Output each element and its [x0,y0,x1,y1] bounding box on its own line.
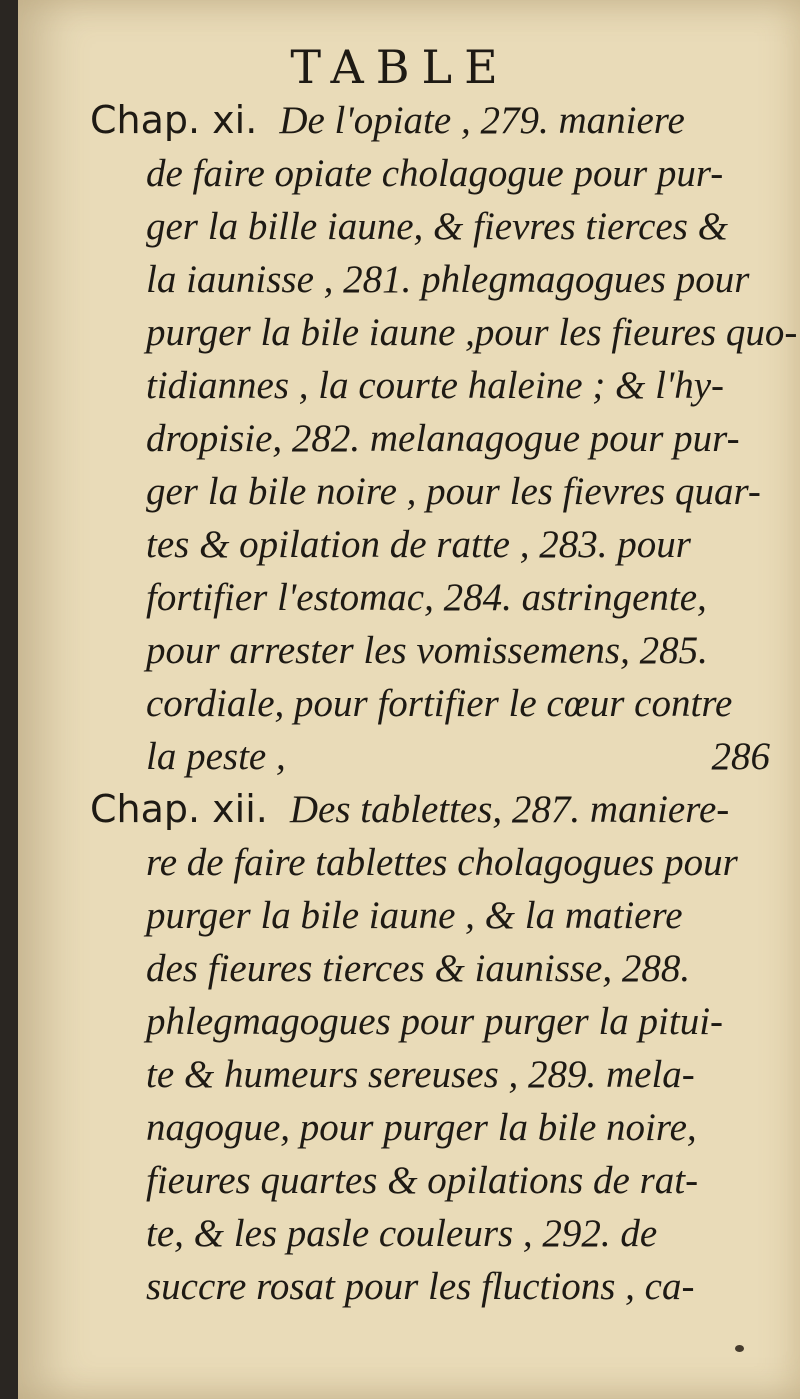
chapter-xi-line-4: la iaunisse , 281. phlegmagogues pour [146,258,750,301]
chapter-xii-line-10: succre rosat pour les fluctions , ca- [146,1265,695,1308]
chapter-xi-line-2: de faire opiate cholagogue pour pur- [146,152,724,195]
chapter-xi-line-3: ger la bille iaune, & fievres tierces & [146,205,728,248]
chapter-xii-line-5: phlegmagogues pour purger la pitui- [146,1000,724,1043]
chapter-xii-heading: Chap. xii. [90,787,268,831]
chapter-xii-line-2: re de faire tablettes cholagogues pour [146,841,738,884]
chapter-xii-line-9: te, & les pasle couleurs , 292. de [146,1212,658,1255]
chapter-xi-line-10: fortifier l'estomac, 284. astringente, [146,576,707,619]
chapter-xi-line-1: Chap. xi. De l'opiate , 279. maniere [90,98,685,142]
page-number: 286 [711,735,770,778]
chapter-xii-line-3: purger la bile iaune , & la matiere [146,894,683,937]
chapter-xii-line-4: des fieures tierces & iaunisse, 288. [146,947,691,990]
chapter-xi-line-9: tes & opilation de ratte , 283. pour [146,523,691,566]
ink-spot [735,1345,744,1352]
chapter-xii-line-6: te & humeurs sereuses , 289. mela- [146,1053,695,1096]
chapter-xi-line-8: ger la bile noire , pour les fievres quar- [146,470,761,513]
chapter-xii-line-8: fieures quartes & opilations de rat- [146,1159,699,1202]
chapter-xii-line-1: Chap. xii. Des tablettes, 287. maniere- [90,787,730,831]
chapter-xii-line-7: nagogue, pour purger la bile noire, [146,1106,697,1149]
chapter-xi-line-13: la peste , 286 [146,735,770,778]
chapter-xi-line-12: cordiale, pour fortifier le cœur contre [146,682,733,725]
chapter-xi-line-11: pour arrester les vomissemens, 285. [146,629,708,672]
chapter-xi-line-7: dropisie, 282. melanagogue pour pur- [146,417,740,460]
chapter-xi-heading: Chap. xi. [90,98,258,142]
chapter-xi-line-6: tidiannes , la courte haleine ; & l'hy- [146,364,725,407]
chapter-xi-line-5: purger la bile iaune ,pour les fieures quo- [146,311,798,354]
page-title: TABLE [290,40,510,94]
